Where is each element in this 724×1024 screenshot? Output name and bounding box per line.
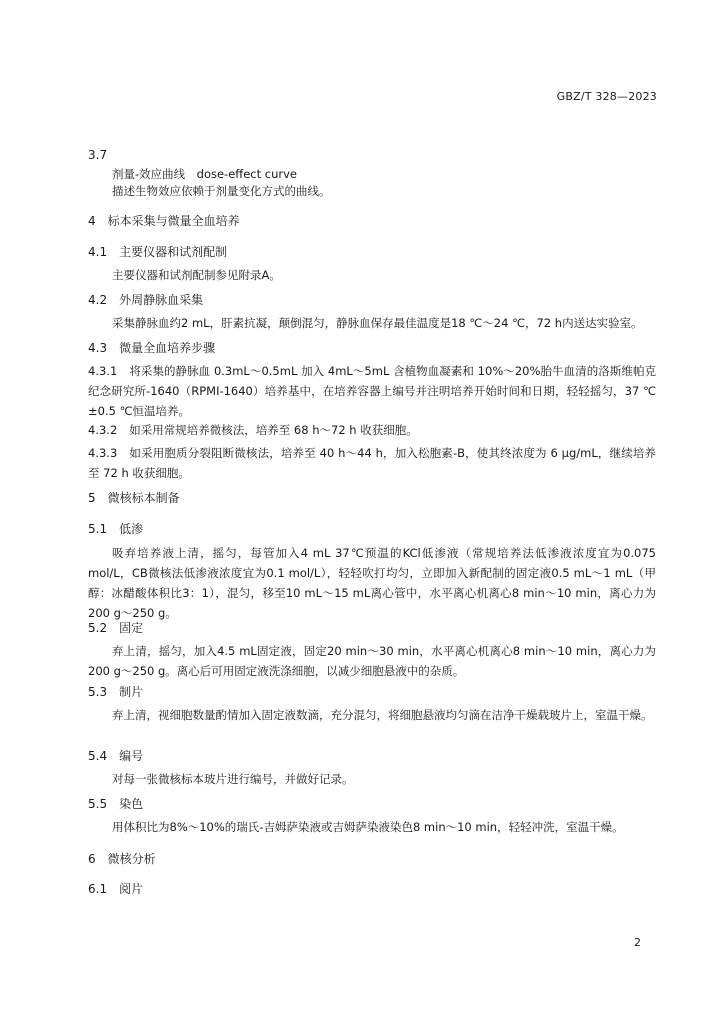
clause-number: 5.4 [88, 749, 108, 763]
clause-number: 4.2 [88, 293, 108, 307]
clause-4-2-text: 采集静脉血约2 mL，肝素抗凝，颠倒混匀，静脉血保存最佳温度是18 ℃～24 ℃，72 h内送达实验室。 [112, 316, 643, 330]
clause-5-4-heading [88, 747, 143, 764]
clause-number: 5.1 [88, 522, 108, 536]
clause-number: 5.5 [88, 797, 108, 811]
clause-4-3-3 [88, 443, 656, 483]
clause-number: 4.3.2 [88, 423, 118, 437]
standard-code-header: GBZ/T 328—2023 [556, 90, 657, 103]
clause-4-1-heading [88, 243, 227, 260]
clause-number: 5.2 [88, 621, 108, 635]
clause-5-1-heading [88, 520, 143, 537]
page-number: 2 [634, 936, 641, 949]
clause-title: 微量全血培养步骤 [119, 341, 216, 355]
clause-title: 外周静脉血采集 [119, 293, 204, 307]
clause-5-5-text: 用体积比为8%～10%的瑞氏-吉姆萨染液或吉姆萨染液染色8 min～10 min，轻轻冲洗，室温干燥。 [112, 820, 624, 834]
section-number: 6 [88, 852, 96, 866]
section-title: 微核分析 [107, 852, 156, 866]
clause-5-1-text: 吸弃培养液上清，摇匀，每管加入4 mL 37℃预温的KCl低渗液（常规培养法低渗液浓度宜为0.075 mol/L，CB微核法低渗液浓度宜为0.1 mol/L），轻轻吹打均匀，立即加入新配制的固定液0.5 mL～1 mL（甲醇：冰醋酸体积比3：1），混匀，移至10 mL～15 mL离心管中，水平离心机离心8 min～10 min，离心力为200 g～250 g。 [88, 546, 656, 620]
clause-text: 将采集的静脉血 0.3mL～0.5mL 加入 4mL～5mL 含植物血凝素和 10%～20%胎牛血清的洛斯维帕克纪念研究所-1640（RPMI-1640）培养基中，在培养容器上编号并注明培养开始时间和日期，轻轻摇匀，37 ℃±0.5 ℃恒温培养。 [88, 364, 656, 418]
clause-5-3-text: 弃上清，视细胞数量酌情加入固定液数滴，充分混匀，将细胞悬液均匀滴在洁净干燥载玻片上，室温干燥。 [112, 708, 653, 722]
clause-4-3-1 [88, 361, 656, 421]
clause-title: 低渗 [119, 522, 144, 536]
section-4-heading [88, 212, 240, 229]
clause-5-2-heading [88, 619, 143, 636]
clause-title: 染色 [119, 797, 144, 811]
clause-4-2-heading [88, 291, 203, 308]
clause-title: 固定 [119, 621, 144, 635]
section-number: 5 [88, 491, 96, 505]
clause-title: 阅片 [119, 882, 144, 896]
clause-6-1-heading [88, 880, 143, 897]
clause-text: 如采用胞质分裂阻断微核法，培养至 40 h～44 h，加入松胞素-B，使其终浓度为 6 μg/mL，继续培养至 72 h 收获细胞。 [88, 446, 656, 480]
clause-title: 编号 [119, 749, 144, 763]
clause-text: 如采用常规培养微核法，培养至 68 h～72 h 收获细胞。 [129, 423, 418, 437]
clause-5-2-text: 弃上清，摇匀，加入4.5 mL固定液，固定20 min～30 min，水平离心机离心8 min～10 min，离心力为200 g～250 g。离心后可用固定液洗涤细胞，以减少细胞悬液中的杂质。 [88, 644, 656, 678]
clause-4-3-heading [88, 339, 215, 356]
clause-title: 主要仪器和试剂配制 [119, 245, 228, 259]
clause-4-1-text: 主要仪器和试剂配制参见附录A。 [112, 268, 281, 282]
section-title: 标本采集与微量全血培养 [107, 214, 240, 228]
clause-number: 4.3.1 [88, 364, 118, 378]
term-definition: 描述生物效应依赖于剂量变化方式的曲线。 [112, 184, 331, 198]
clause-number: 6.1 [88, 882, 108, 896]
clause-title: 制片 [119, 685, 144, 699]
section-6-heading [88, 850, 156, 867]
clause-4-3-2 [88, 420, 656, 440]
section-5-heading [88, 489, 180, 506]
clause-number-3-7: 3.7 [88, 148, 108, 162]
section-title: 微核标本制备 [107, 491, 180, 505]
clause-number: 4.1 [88, 245, 108, 259]
clause-number: 5.3 [88, 685, 108, 699]
term-dose-effect-curve: 剂量-效应曲线 dose-effect curve [112, 167, 297, 181]
section-number: 4 [88, 214, 96, 228]
clause-5-5-heading [88, 795, 143, 812]
clause-number: 4.3 [88, 341, 108, 355]
clause-5-4-text: 对每一张微核标本玻片进行编号，并做好记录。 [112, 772, 354, 786]
clause-5-3-heading [88, 683, 143, 700]
clause-number: 4.3.3 [88, 446, 118, 460]
